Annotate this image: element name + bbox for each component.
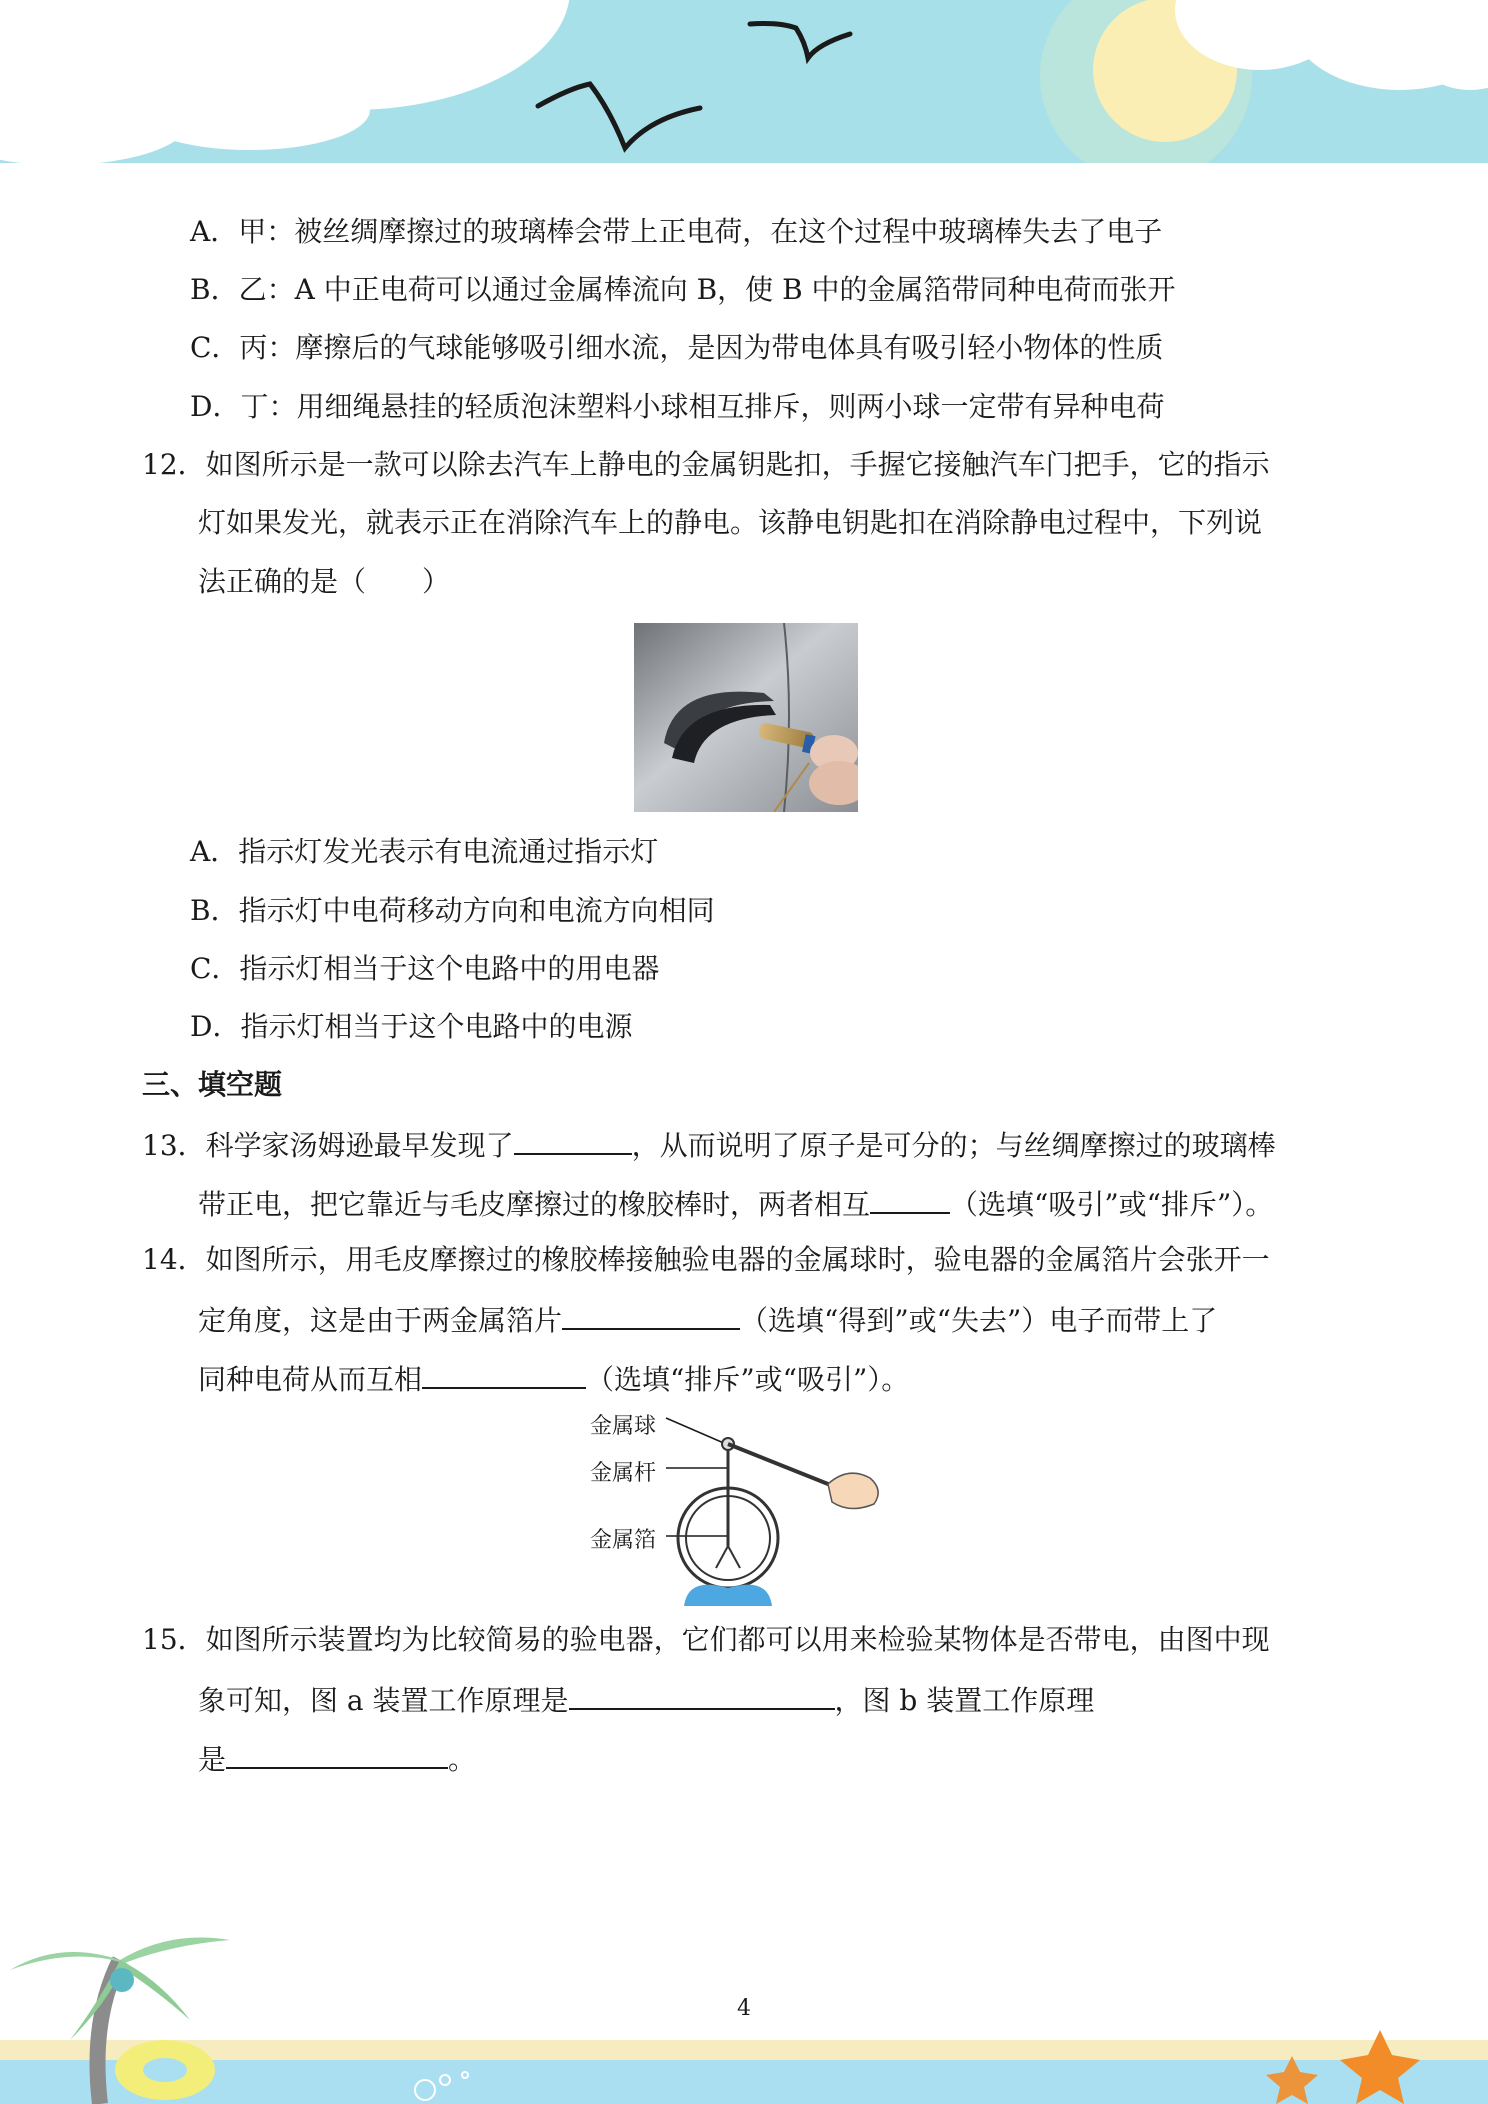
q13-blank-1[interactable] [514, 1123, 632, 1155]
q14-text-b: （选填“得到”或“失去”）电子而带上了 [740, 1304, 1218, 1337]
q15-text-b: ，图 b 装置工作原理 [834, 1684, 1095, 1717]
q14-text-a: 定角度，这是由于两金属箔片 [198, 1304, 563, 1337]
q14-line2 [198, 1298, 1217, 1341]
q12-option-c: C．指示灯相当于这个电路中的用电器 [190, 952, 660, 985]
q11-option-a: A．甲：被丝绸摩擦过的玻璃棒会带上正电荷，在这个过程中玻璃棒失去了电子 [190, 215, 1163, 248]
hand-icon [828, 1473, 878, 1508]
top-banner [0, 0, 1488, 168]
q11-option-b: B．乙：A 中正电荷可以通过金属棒流向 B，使 B 中的金属箔带同种电荷而张开 [190, 273, 1176, 306]
q15-line3 [198, 1737, 476, 1780]
q12-stem-line1: 12．如图所示是一款可以除去汽车上静电的金属钥匙扣，手握它接触汽车门把手，它的指示 [142, 448, 1270, 481]
q11-option-c: C．丙：摩擦后的气球能够吸引细水流，是因为带电体具有吸引轻小物体的性质 [190, 331, 1164, 364]
label-metal-ball: 金属球 [590, 1414, 657, 1439]
q13-text-b: ，从而说明了原子是可分的；与丝绸摩擦过的玻璃棒 [631, 1129, 1276, 1162]
q15-blank-2[interactable] [226, 1737, 448, 1769]
q14-text-d: （选填“排斥”或“吸引”）。 [586, 1363, 910, 1396]
q15-line2 [198, 1678, 1094, 1721]
q14-blank-2[interactable] [422, 1357, 586, 1389]
section-title: 三、填空题 [142, 1068, 283, 1101]
electroscope-icon [678, 1438, 778, 1606]
q13-line1 [142, 1123, 1276, 1166]
q12-stem-line2: 灯如果发光，就表示正在消除汽车上的静电。该静电钥匙扣在消除静电过程中，下列说 [198, 506, 1263, 539]
q14-line3 [198, 1357, 909, 1400]
q13-text-d: （选填“吸引”或“排斥”）。 [950, 1188, 1274, 1221]
q14-line1: 14．如图所示，用毛皮摩擦过的橡胶棒接触验电器的金属球时，验电器的金属箔片会张开一 [142, 1243, 1270, 1276]
q13-text-c: 带正电，把它靠近与毛皮摩擦过的橡胶棒时，两者相互 [198, 1188, 871, 1221]
q14-blank-1[interactable] [562, 1298, 740, 1330]
swim-ring-icon [115, 2040, 215, 2100]
q12-option-b: B．指示灯中电荷移动方向和电流方向相同 [190, 894, 715, 927]
q13-line2 [198, 1182, 1273, 1225]
q15-line1: 15．如图所示装置均为比较简易的验电器，它们都可以用来检验某物体是否带电，由图中现 [142, 1623, 1270, 1656]
q15-blank-1[interactable] [569, 1678, 835, 1710]
page-number: 4 [737, 1996, 751, 2021]
q13-text-a: 13．科学家汤姆逊最早发现了 [142, 1129, 514, 1162]
q11-option-d: D．丁：用细绳悬挂的轻质泡沫塑料小球相互排斥，则两小球一定带有异种电荷 [190, 390, 1165, 423]
label-metal-foil: 金属箔 [590, 1528, 657, 1553]
q12-option-d: D．指示灯相当于这个电路中的电源 [190, 1010, 633, 1043]
rubber-rod-icon [728, 1444, 838, 1488]
q12-option-a: A．指示灯发光表示有电流通过指示灯 [190, 835, 659, 868]
q13-blank-2[interactable] [870, 1182, 950, 1214]
q12-stem-line3: 法正确的是（ ） [198, 565, 451, 598]
q15-text-d: 。 [448, 1743, 477, 1776]
car-door-handle-image [634, 623, 858, 812]
q15-text-c: 是 [198, 1743, 227, 1776]
label-metal-rod: 金属杆 [590, 1461, 657, 1486]
q14-text-c: 同种电荷从而互相 [198, 1363, 423, 1396]
q15-text-a: 象可知，图 a 装置工作原理是 [198, 1684, 569, 1717]
